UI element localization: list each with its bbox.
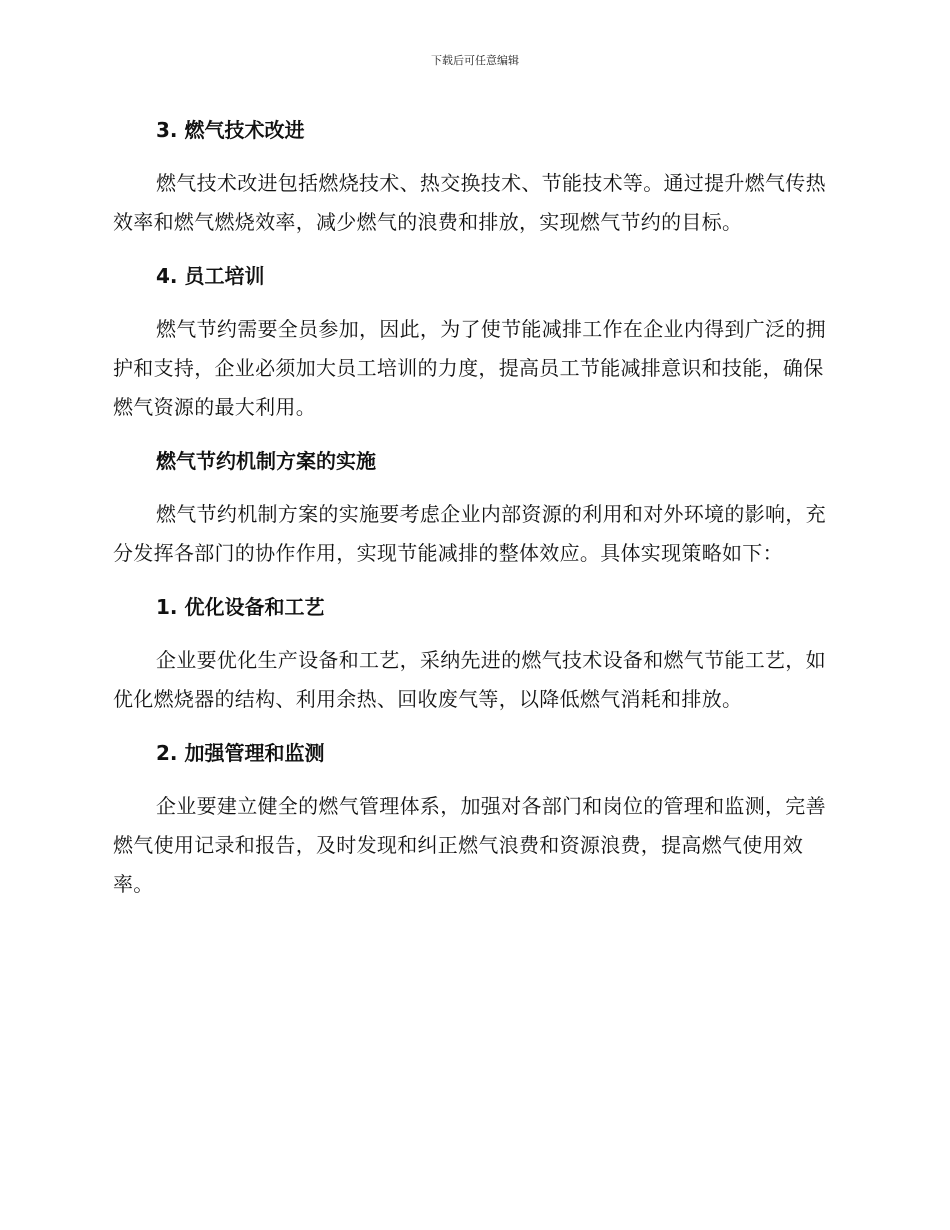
section-paragraph-gas-tech: 燃气技术改进包括燃烧技术、热交换技术、节能技术等。通过提升燃气传热效率和燃气燃烧效率，减少燃气的浪费和排放，实现燃气节约的目标。: [113, 171, 826, 234]
section-heading-implementation: 燃气节约机制方案的实施: [156, 449, 376, 473]
section-heading-training: 4. 员工培训: [156, 264, 265, 288]
section-heading-optimize: 1. 优化设备和工艺: [156, 595, 325, 619]
section-heading-gas-tech: 3. 燃气技术改进: [156, 118, 305, 142]
section-paragraph-implementation: 燃气节约机制方案的实施要考虑企业内部资源的利用和对外环境的影响，充分发挥各部门的协作作用，实现节能减排的整体效应。具体实现策略如下：: [113, 502, 826, 565]
document-body: [113, 110, 833, 904]
section-paragraph-training: 燃气节约需要全员参加，因此，为了使节能减排工作在企业内得到广泛的拥护和支持，企业必须加大员工培训的力度，提高员工节能减排意识和技能，确保燃气资源的最大利用。: [113, 317, 826, 419]
section-paragraph-management: 企业要建立健全的燃气管理体系，加强对各部门和岗位的管理和监测，完善燃气使用记录和报告，及时发现和纠正燃气浪费和资源浪费，提高燃气使用效率。: [113, 794, 826, 896]
section-paragraph-optimize: 企业要优化生产设备和工艺，采纳先进的燃气技术设备和燃气节能工艺，如优化燃烧器的结构、利用余热、回收废气等，以降低燃气消耗和排放。: [113, 648, 826, 711]
section-heading-management: 2. 加强管理和监测: [156, 741, 325, 765]
page-header: 下载后可任意编辑: [431, 54, 519, 67]
